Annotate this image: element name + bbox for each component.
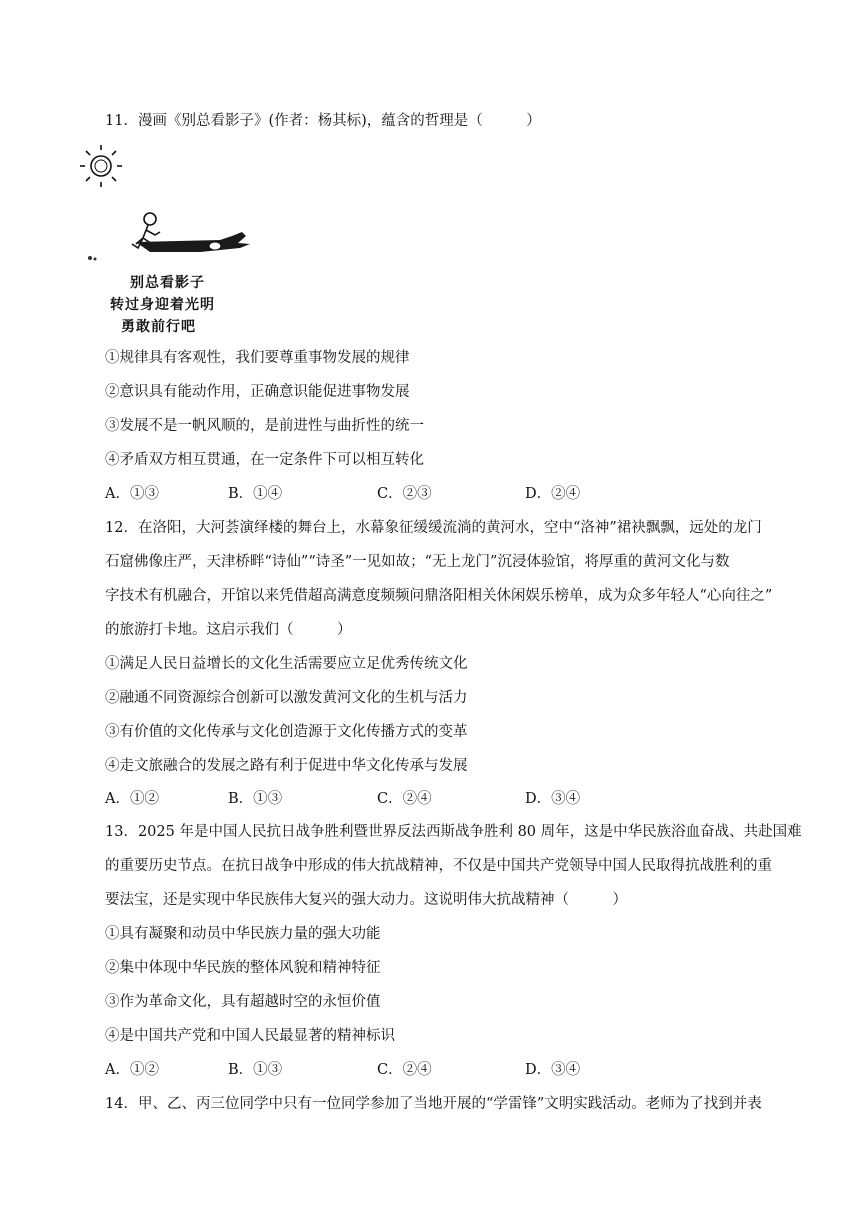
q12-item-4: ④走文旅融合的发展之路有利于促进中华文化传承与发展 [105, 758, 468, 774]
option-d[interactable]: D．③④ [525, 1062, 581, 1078]
option-a[interactable]: A．①③ [105, 486, 159, 502]
q13-stem-line1: 13．2025 年是中国人民抗日战争胜利暨世界反法西斯战争胜利 80 周年，这是中华民族浴血奋战、共赴国难 [105, 824, 802, 840]
q13-stem-line3: 要法宝，还是实现中华民族伟大复兴的强大动力。这说明伟大抗战精神（ ） [105, 892, 627, 908]
q12-options [105, 789, 805, 809]
q11-item-4: ④矛盾双方相互贯通，在一定条件下可以相互转化 [105, 452, 424, 468]
option-c[interactable]: C．②④ [377, 791, 432, 807]
option-b[interactable]: B．①③ [228, 791, 283, 807]
option-c[interactable]: C．②④ [377, 1062, 432, 1078]
q12-item-1: ①满足人民日益增长的文化生活需要应立足优秀传统文化 [105, 656, 468, 672]
shadow-icon [88, 232, 250, 261]
q12-stem-line1: 12．在洛阳，大河荟演绎楼的舞台上，水幕象征缓缓流淌的黄河水，空中“洛神”裙袂飘飘，远处的龙门 [105, 520, 762, 536]
q12-item-3: ③有价值的文化传承与文化创造源于文化传播方式的变革 [105, 724, 468, 740]
option-d[interactable]: D．③④ [525, 791, 581, 807]
q12-stem-line2: 石窟佛像庄严，天津桥畔“诗仙”“诗圣”一见如故；“无上龙门”沉浸体验馆，将厚重的黄河文化与数 [105, 554, 730, 570]
q13-item-4: ④是中国共产党和中国人民最显著的精神标识 [105, 1028, 395, 1044]
cartoon-caption-line1: 别总看影子 [130, 275, 205, 291]
q12-stem-line4: 的旅游打卡地。这启示我们（ ） [105, 622, 352, 638]
option-d[interactable]: D．②④ [525, 486, 581, 502]
q14-stem-line1: 14．甲、乙、丙三位同学中只有一位同学参加了当地开展的“学雷锋”文明实践活动。老师为了找到并表 [105, 1096, 762, 1112]
option-a[interactable]: A．①② [105, 1062, 159, 1078]
q11-stem: 11．漫画《别总看影子》(作者：杨其标)，蕴含的哲理是（ ） [105, 113, 541, 129]
q13-options [105, 1060, 805, 1080]
q12-item-2: ②融通不同资源综合创新可以激发黄河文化的生机与活力 [105, 690, 468, 706]
q11-item-3: ③发展不是一帆风顺的，是前进性与曲折性的统一 [105, 418, 424, 434]
sun-icon [80, 145, 122, 187]
q12-stem-line3: 字技术有机融合，开馆以来凭借超高满意度频频问鼎洛阳相关休闲娱乐榜单，成为众多年轻人“心向往之” [105, 588, 773, 604]
q13-item-3: ③作为革命文化，具有超越时空的永恒价值 [105, 994, 381, 1010]
option-b[interactable]: B．①④ [228, 486, 283, 502]
q13-item-1: ①具有凝聚和动员中华民族力量的强大功能 [105, 926, 381, 942]
cartoon-caption-line3: 勇敢前行吧 [121, 319, 196, 335]
q11-item-1: ①规律具有客观性，我们要尊重事物发展的规律 [105, 350, 410, 366]
q13-item-2: ②集中体现中华民族的整体风貌和精神特征 [105, 960, 381, 976]
q11-options [105, 484, 805, 504]
option-c[interactable]: C．②③ [377, 486, 432, 502]
cartoon-caption-line2: 转过身迎着光明 [110, 297, 215, 313]
option-a[interactable]: A．①② [105, 791, 159, 807]
q13-stem-line2: 的重要历史节点。在抗日战争中形成的伟大抗战精神，不仅是中国共产党领导中国人民取得抗战胜利的重 [105, 858, 772, 874]
option-b[interactable]: B．①③ [228, 1062, 283, 1078]
q11-item-2: ②意识具有能动作用，正确意识能促进事物发展 [105, 384, 410, 400]
